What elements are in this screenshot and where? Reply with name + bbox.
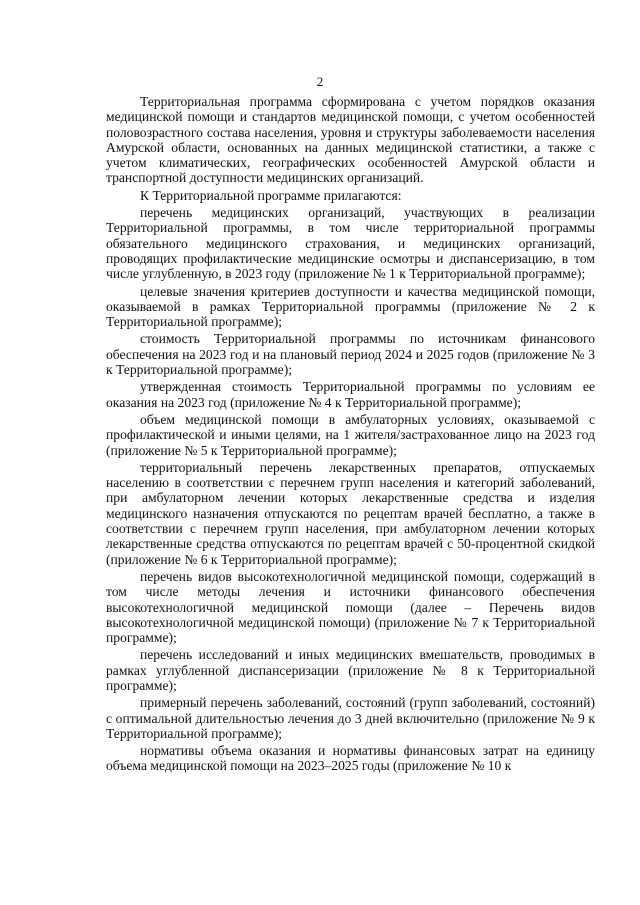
document-body	[106, 94, 595, 776]
paragraph: перечень видов высокотехнологичной медицинской помощи, содержащий в том числе методы лечения и источники финансового обеспечения высокотехнологичной медицинской помощи (далее – Перечень видов высокотехнологичной медицинской помощи) (приложение № 7 к Территориальной программе);	[106, 568, 595, 646]
paragraph: целевые значения критериев доступности и качества медицинской помощи, оказываемой в рамках Территориальной программы (приложение № 2 к Территориальной программе);	[106, 283, 595, 330]
paragraph: утвержденная стоимость Территориальной программы по условиям ее оказания на 2023 год (приложение № 4 к Территориальной программе);	[106, 379, 595, 410]
paragraph: нормативы объема оказания и нормативы финансовых затрат на единицу объема медицинской помощи на 2023–2025 годы (приложение № 10 к	[106, 743, 595, 774]
paragraph: перечень исследований и иных медицинских вмешательств, проводимых в рамках углубленной диспансеризации (приложение № 8 к Территориальной программе);	[106, 647, 595, 693]
paragraph: стоимость Территориальной программы по источникам финансового обеспечения на 2023 год и на плановый период 2024 и 2025 годов (приложение № 3 к Территориальной программе);	[106, 331, 595, 378]
paragraph: К Территориальной программе прилагаются:	[140, 187, 402, 203]
page-number: 2	[316, 74, 324, 89]
paragraph: примерный перечень заболеваний, состояний (групп заболеваний, состояний) с оптимальной длительностью лечения до 3 дней включительно (приложение № 9 к Территориальной программе);	[106, 695, 595, 741]
paragraph: объем медицинской помощи в амбулаторных условиях, оказываемой с профилактической и иными целями, на 1 жителя/застрахованное лицо на 2023 год (приложение № 5 к Территориальной программе);	[106, 411, 595, 458]
paragraph: Территориальная программа сформирована с учетом порядков оказания медицинской помощи и стандартов медицинской помощи, с учетом особенностей половозрастного состава населения, уровня и структуры заболеваемости населения Амурской области, основанных на данных медицинской статистики, а также с учетом климатических, географических особенностей Амурской области и транспортной доступности медицинских организаций.	[106, 94, 595, 186]
paragraph: территориальный перечень лекарственных препаратов, отпускаемых населению в соответствии с перечнем групп населения и категорий заболеваний, при амбулаторном лечении которых лекарственные средства и изделия медицинского назначения отпускаются по рецептам врачей бесплатно, а также в соответствии с перечнем групп населения, при амбулаторном лечении которых лекарственные средства отпускаются по рецептам врачей с 50-процентной скидкой (приложение № 6 к Территориальной программе);	[106, 459, 595, 567]
paragraph: перечень медицинских организаций, участвующих в реализации Территориальной программы, в том числе территориальной программы обязательного медицинского страхования, и медицинских организаций, проводящих профилактические медицинские осмотры и диспансеризацию, в том числе углубленную, в 2023 году (приложение № 1 к Территориальной программе);	[106, 205, 595, 282]
